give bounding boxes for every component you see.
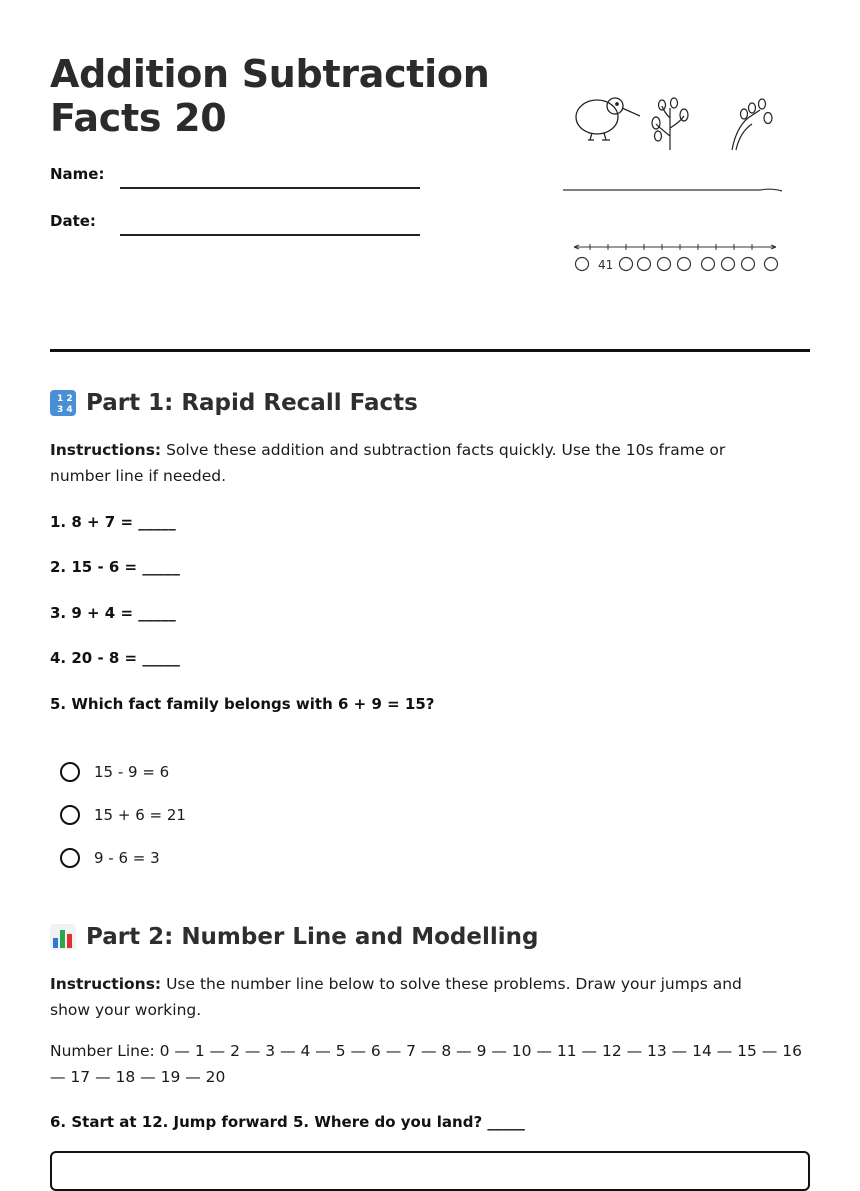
part2-instructions-label: Instructions: — [50, 975, 162, 993]
name-field[interactable] — [120, 187, 420, 189]
worksheet-illustration — [560, 88, 790, 288]
mini-number-line — [574, 244, 776, 250]
radio-button[interactable] — [60, 805, 80, 825]
svg-text:1 2: 1 2 — [57, 394, 73, 404]
name-label: Name: — [50, 165, 105, 183]
part2-heading — [50, 924, 538, 950]
question-4: 4. 20 - 8 = _____ — [50, 649, 180, 667]
option-3-label: 9 - 6 = 3 — [94, 849, 160, 867]
question-3: 3. 9 + 4 = _____ — [50, 604, 176, 622]
kiwi-bird-icon — [576, 98, 640, 140]
title-line-1: Addition Subtraction — [50, 52, 490, 96]
question-1: 1. 8 + 7 = _____ — [50, 513, 176, 531]
option-2-label: 15 + 6 = 21 — [94, 806, 186, 824]
option-3[interactable] — [60, 848, 160, 868]
part1-heading — [50, 390, 418, 416]
part2-instructions-text: Use the number line below to solve these problems. Draw your jumps and show your working. — [50, 975, 742, 1019]
part1-title: Part 1: Rapid Recall Facts — [86, 390, 418, 416]
date-label: Date: — [50, 212, 96, 230]
radio-button[interactable] — [60, 762, 80, 782]
number-line-text: Number Line: 0 — 1 — 2 — 3 — 4 — 5 — 6 — 7 — 8 — 9 — 10 — 11 — 12 — 13 — 14 — 15 — 16 — 17 — 18 — 19 — 20 — [50, 1042, 802, 1086]
question-6: 6. Start at 12. Jump forward 5. Where do you land? _____ — [50, 1113, 525, 1131]
bar-chart-icon — [50, 924, 76, 950]
header-divider — [50, 349, 810, 352]
part1-instructions-label: Instructions: — [50, 441, 162, 459]
writing-line — [563, 189, 782, 191]
radio-button[interactable] — [60, 848, 80, 868]
svg-text:3 4: 3 4 — [57, 405, 73, 415]
option-1[interactable] — [60, 762, 169, 782]
plant-sprout-icon — [652, 98, 688, 150]
date-field[interactable] — [120, 234, 420, 236]
circle-label: 41 — [598, 258, 614, 272]
option-2[interactable] — [60, 805, 186, 825]
part2-instructions — [50, 971, 770, 1023]
option-1-label: 15 - 9 = 6 — [94, 763, 170, 781]
input-numbers-icon — [50, 390, 76, 416]
part1-instructions-text: Solve these addition and subtraction facts quickly. Use the 10s frame or number line if needed. — [50, 441, 726, 485]
part2-title: Part 2: Number Line and Modelling — [86, 924, 539, 950]
title-line-2: Facts 20 — [50, 96, 227, 140]
part1-instructions — [50, 437, 770, 489]
branch-icon — [732, 99, 772, 150]
answer-box[interactable] — [50, 1151, 810, 1191]
question-2: 2. 15 - 6 = _____ — [50, 558, 180, 576]
question-5: 5. Which fact family belongs with 6 + 9 = 15? — [50, 695, 435, 713]
worksheet-title — [50, 52, 520, 140]
